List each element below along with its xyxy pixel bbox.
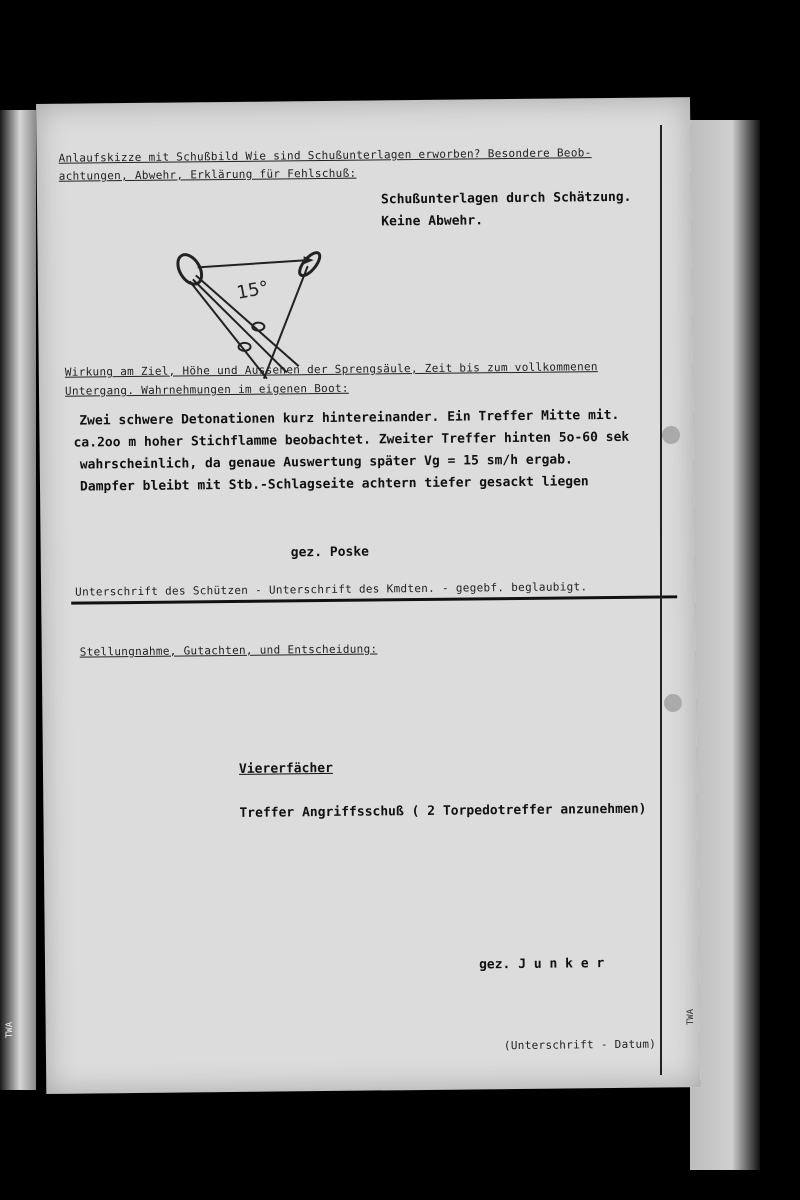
unterlagen-line-2: Keine Abwehr. [381,213,484,230]
punch-hole-2 [664,694,682,712]
header-line-1: Anlaufskizze mit Schußbild Wie sind Schußunterlagen erworben? Besondere Beob- [58,146,592,165]
margin-mark-left: TWA [5,1021,16,1039]
film-edge-right [690,120,760,1170]
treffer-line: Treffer Angriffsschuß ( 2 Torpedotreffer anzunehmen) [239,801,647,821]
margin-mark-right: TWA [686,1008,697,1026]
wirkung-line-1: Wirkung am Ziel, Höhe und Aussehen der Sprengsäule, Zeit bis zum vollkommenen [64,360,598,379]
wirkung-text-3: wahrscheinlich, da genaue Auswertung später Vg = 15 sm/h ergab. [79,452,573,473]
punch-hole-1 [662,426,680,444]
sight-line [198,260,308,267]
header-line-2: achtungen, Abwehr, Erklärung für Fehlschuß: [58,166,357,183]
target-mark [296,250,323,279]
attack-sketch [168,246,339,383]
wirkung-line-2: Untergang. Wahrnehmungen im eigenen Boot: [64,381,349,398]
right-margin-line [660,125,662,1075]
unterlagen-line-1: Schußunterlagen durch Schätzung. [380,189,632,208]
document-page [36,97,700,1094]
wirkung-text-4: Dampfer bleibt mit Stb.-Schlagseite achtern tiefer gesackt liegen [79,474,589,495]
angle-label: 15° [235,277,271,304]
signature-poske: gez. Poske [290,544,370,561]
wirkung-text-2: ca.2oo m hoher Stichflamme beobachtet. Zweiter Treffer hinten 5o-60 sek [73,429,630,451]
target-course-line [263,266,309,378]
film-edge-left [0,110,36,1090]
signature-junker: gez. J u n k e r [478,956,605,973]
date-caption: (Unterschrift - Datum) [503,1037,657,1053]
stellung-header: Stellungnahme, Gutachten, und Entscheidung: [79,642,378,659]
wirkung-text-1: Zwei schwere Detonationen kurz hintereinander. Ein Treffer Mitte mit. [79,407,620,429]
viererfaecher-label: Viererfächer [238,760,333,777]
signature-caption: Unterschrift des Schützen - Unterschrift des Kmdten. - gegebf. beglaubigt. [75,580,588,599]
